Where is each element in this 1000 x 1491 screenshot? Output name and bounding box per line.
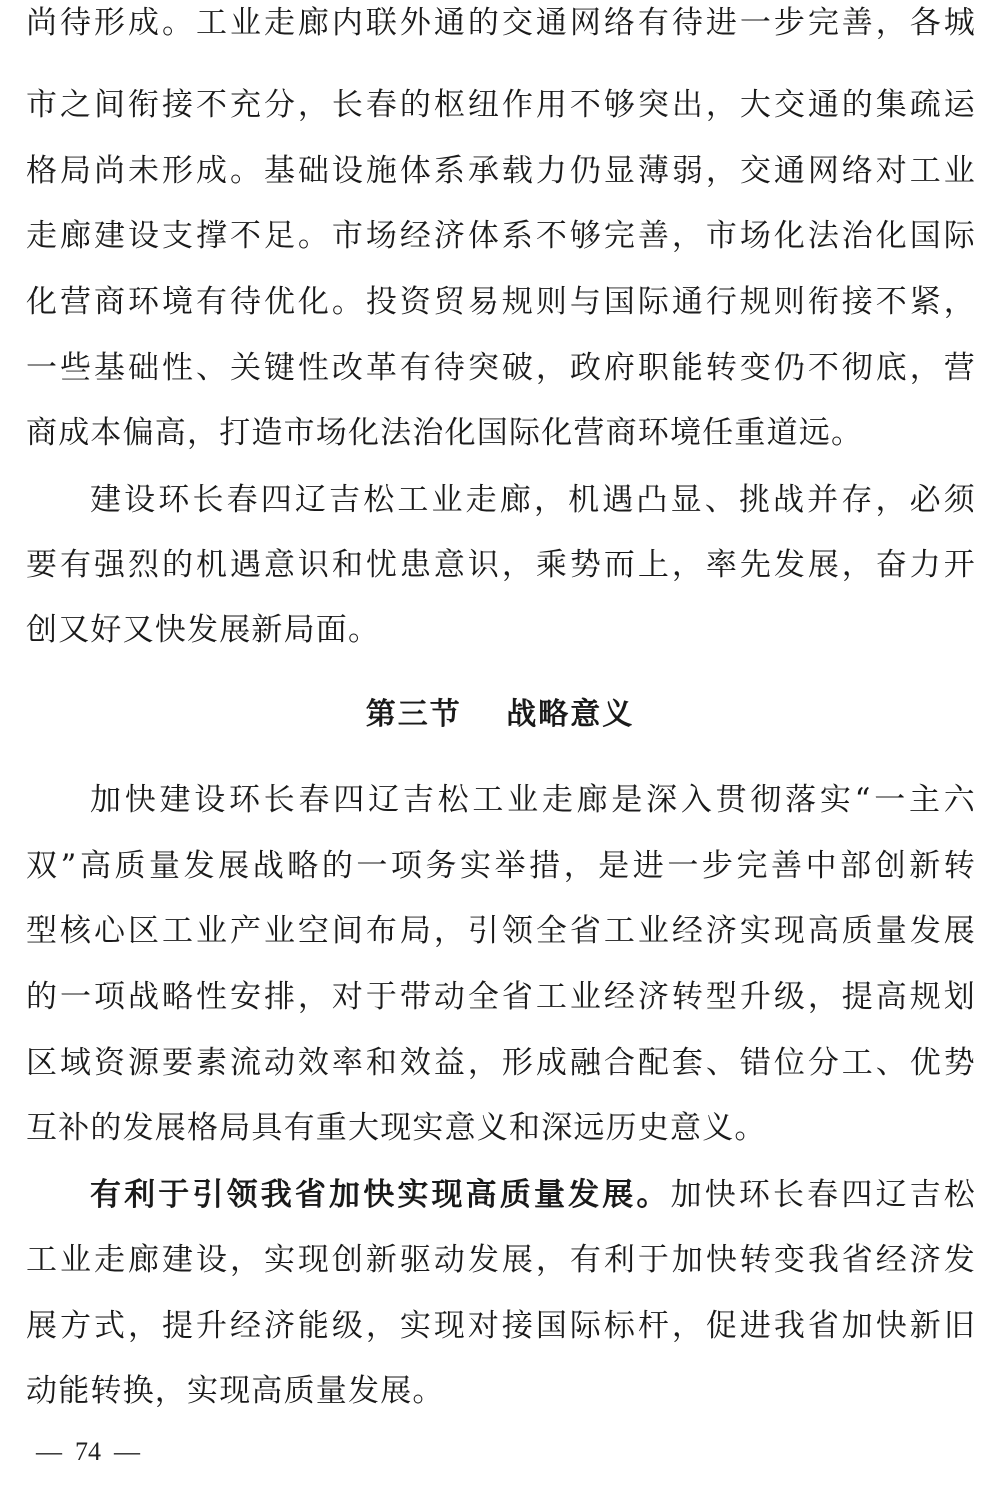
text-line: 建设环长春四辽吉松工业走廊，机遇凸显、挑战并存，必须 [90, 482, 976, 518]
text-span: 加快环长春四辽吉松 [670, 1177, 976, 1213]
text-line: 的一项战略性安排，对于带动全省工业经济转型升级，提高规划 [26, 979, 976, 1015]
section-heading: 第三节 战略意义 [365, 697, 635, 732]
bold-lead-sentence: 有利于引领我省加快实现高质量发展。 [90, 1177, 671, 1213]
text-line: 工业走廊建设，实现创新驱动发展，有利于加快转变我省经济发 [26, 1242, 976, 1278]
text-line: 市之间衔接不充分，长春的枢纽作用不够突出，大交通的集疏运 [26, 87, 976, 123]
text-line: 展方式，提升经济能级，实现对接国际标杆，促进我省加快新旧 [26, 1308, 976, 1344]
text-line: 走廊建设支撑不足。市场经济体系不够完善，市场化法治化国际 [26, 218, 976, 254]
text-line: 区域资源要素流动效率和效益，形成融合配套、错位分工、优势 [26, 1045, 976, 1081]
text-line: 尚待形成。工业走廊内联外通的交通网络有待进一步完善，各城 [26, 5, 976, 41]
text-line: 动能转换，实现高质量发展。 [26, 1373, 445, 1409]
text-line: 化营商环境有待优化。投资贸易规则与国际通行规则衔接不紧， [26, 284, 976, 320]
text-line: 双”高质量发展战略的一项务实举措，是进一步完善中部创新转 [26, 848, 976, 884]
text-line: 创又好又快发展新局面。 [26, 612, 381, 648]
text-line: 商成本偏高，打造市场化法治化国际化营商环境任重道远。 [26, 415, 864, 451]
text-line [90, 1175, 976, 1215]
page-number: — 74 — [36, 1437, 140, 1466]
text-line: 型核心区工业产业空间布局，引领全省工业经济实现高质量发展 [26, 913, 976, 949]
text-line: 格局尚未形成。基础设施体系承载力仍显薄弱，交通网络对工业 [26, 153, 976, 189]
text-line: 加快建设环长春四辽吉松工业走廊是深入贯彻落实“一主六 [90, 782, 976, 818]
text-line: 要有强烈的机遇意识和忧患意识，乘势而上，率先发展，奋力开 [26, 547, 976, 583]
text-line: 一些基础性、关键性改革有待突破，政府职能转变仍不彻底，营 [26, 350, 976, 386]
text-line: 互补的发展格局具有重大现实意义和深远历史意义。 [26, 1110, 767, 1146]
